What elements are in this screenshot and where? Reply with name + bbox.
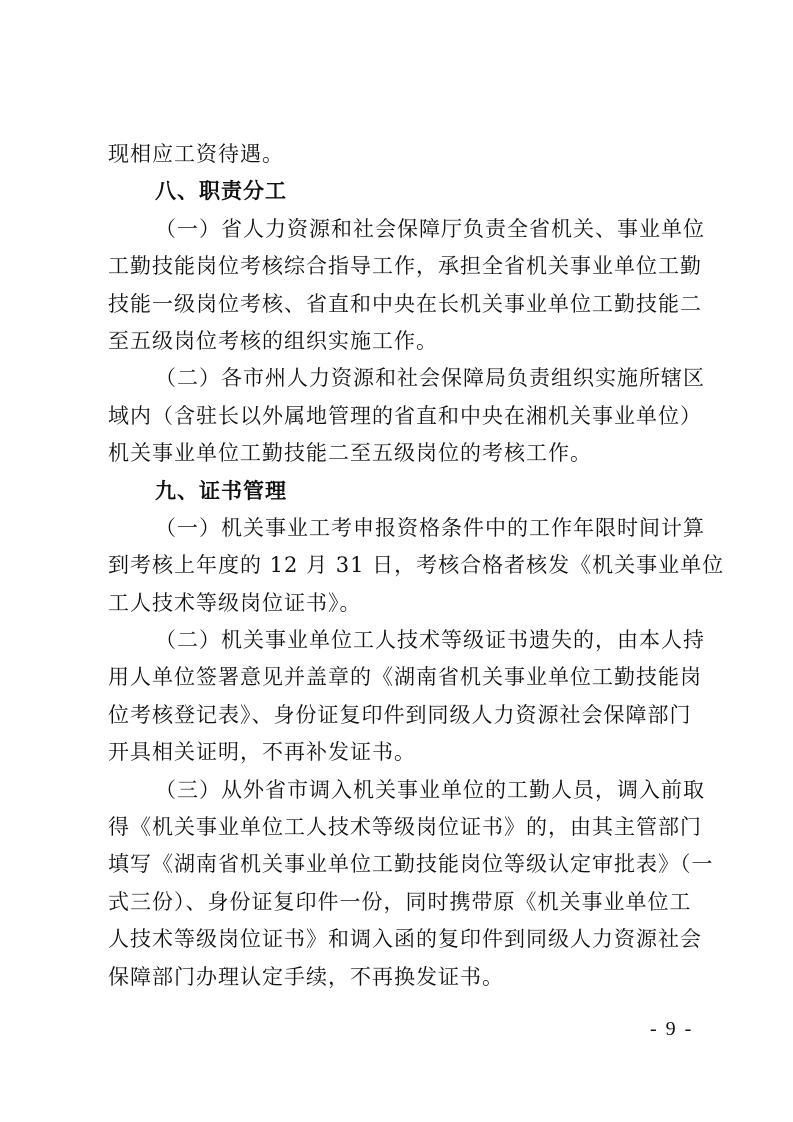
paragraph-line: 位考核登记表》、身份证复印件到同级人力资源社会保障部门: [108, 702, 692, 727]
paragraph-line: 开具相关证明，不再补发证书。: [108, 740, 416, 765]
paragraph-line: 工人技术等级岗位证书》。: [108, 590, 362, 615]
paragraph-line: 到考核上年度的 12 月 31 日，考核合格者核发《机关事业单位: [108, 553, 725, 578]
paragraph-line: （一）机关事业工考申报资格条件中的工作年限时间计算: [155, 515, 705, 540]
paragraph-line: 机关事业单位工勤技能二至五级岗位的考核工作。: [108, 441, 592, 466]
paragraph-line: 现相应工资待遇。: [108, 142, 284, 166]
paragraph-line: （三）从外省市调入机关事业单位的工勤人员，调入前取: [155, 777, 705, 802]
paragraph-line: （一）省人力资源和社会保障厅负责全省机关、事业单位: [155, 216, 705, 241]
paragraph-line: 填写《湖南省机关事业单位工勤技能岗位等级认定审批表》（一: [108, 852, 714, 877]
paragraph-line: 至五级岗位考核的组织实施工作。: [108, 328, 438, 353]
document-body: [108, 136, 725, 996]
paragraph-line: 保障部门办理认定手续，不再换发证书。: [108, 964, 504, 989]
page-number: - 9 -: [650, 1018, 694, 1040]
paragraph-line: 用人单位签署意见并盖章的《湖南省机关事业单位工勤技能岗: [108, 665, 702, 690]
section-heading-9: 九、证书管理: [155, 478, 287, 503]
paragraph-line: 域内（含驻长以外属地管理的省直和中央在湘机关事业单位）: [108, 403, 702, 428]
paragraph-line: 式三份）、身份证复印件一份，同时携带原《机关事业单位工: [108, 889, 692, 914]
section-heading-8: 八、职责分工: [155, 179, 287, 204]
paragraph-line: 技能一级岗位考核、省直和中央在长机关事业单位工勤技能二: [108, 291, 702, 316]
paragraph-line: 工勤技能岗位考核综合指导工作，承担全省机关事业单位工勤: [108, 254, 702, 279]
paragraph-line: 人技术等级岗位证书》和调入函的复印件到同级人力资源社会: [108, 927, 702, 952]
paragraph-line: （二）机关事业单位工人技术等级证书遗失的，由本人持: [155, 628, 705, 653]
paragraph-line: 得《机关事业单位工人技术等级岗位证书》的，由其主管部门: [108, 815, 702, 840]
paragraph-line: （二）各市州人力资源和社会保障局负责组织实施所辖区: [155, 366, 705, 391]
